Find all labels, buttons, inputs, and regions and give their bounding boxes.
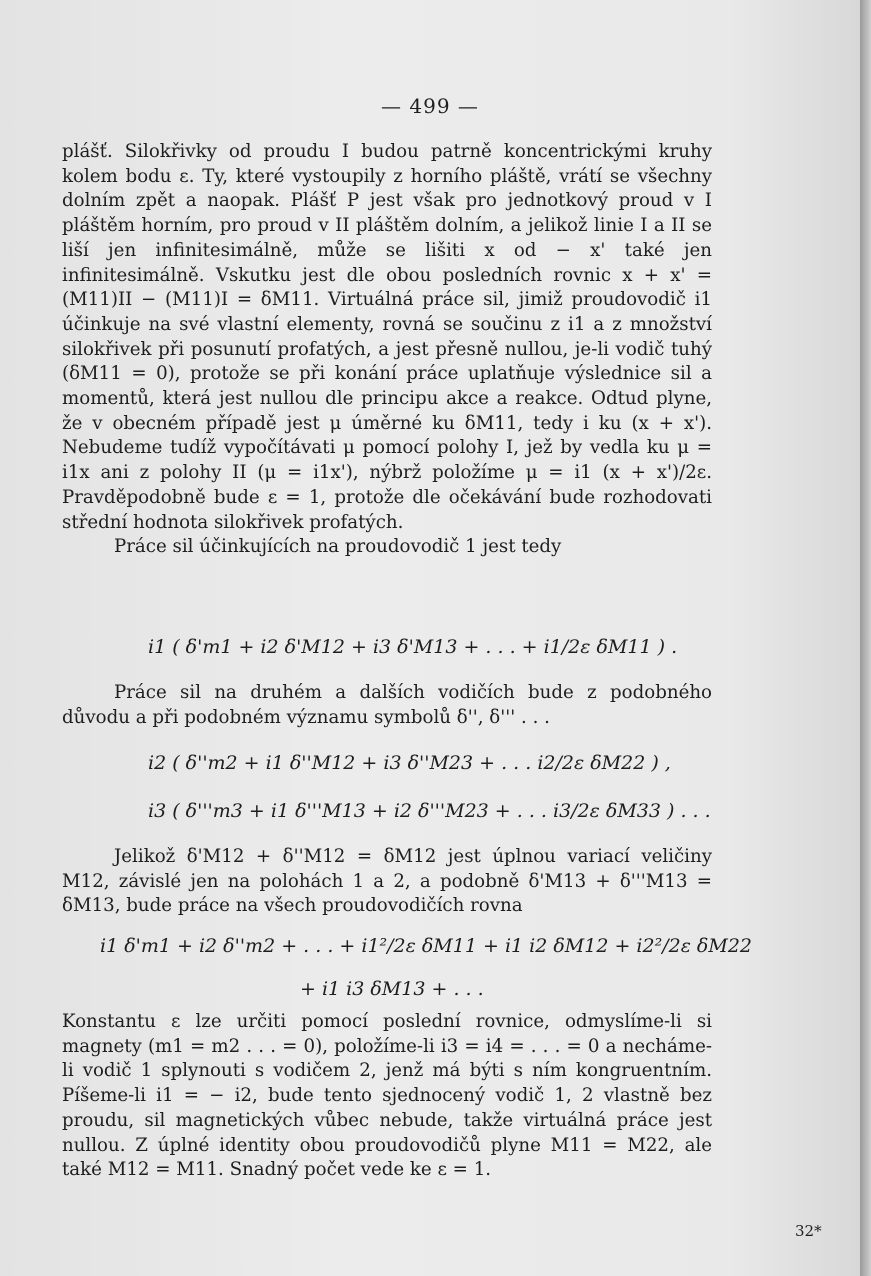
paragraph: Jelikož δ'M12 + δ''M12 = δM12 jest úplnou variací veličiny M12, závislé jen na polohách 1 a 2, a podobně δ'M13 + δ'''M13 = δM13, bude práce na všech proudovodičích rovna: [62, 846, 712, 917]
page-number: — 499 —: [381, 94, 479, 118]
body-text-block-1: [62, 140, 712, 560]
equation-3: i3 ( δ'''m3 + i1 δ'''M13 + i2 δ'''M23 + . . . i3/2ε δM33 ) . . .: [148, 800, 711, 822]
paragraph: Práce sil účinkujících na proudovodič 1 jest tedy: [114, 536, 562, 558]
equation-4b: + i1 i3 δM13 + . . .: [300, 978, 484, 1000]
paragraph: plášť. Silokřivky od proudu I budou patrně koncentrickými kruhy kolem bodu ε. Ty, které vystoupily z horního pláště, vrátí se všechny dolním zpět a naopak. Plášť P jest však pro jednotkový proud v I pláštěm horním, pro proud v II pláštěm dolním, a jelikož linie I a II se liší jen infinitesimálně, může se lišiti x od − x' také jen infinitesimálně. Vskutku jest dle obou posledních rovnic x + x' = (M11)II − (M11)I = δM11. Virtuálná práce sil, jimiž proudovodič i1 účinkuje na své vlastní elementy, rovná se součinu z i1 a z množství silokřivek při posunutí profatých, a jest přesně nullou, je-li vodič tuhý (δM11 = 0), protože se při konání práce uplatňuje výslednice sil a momentů, která jest nullou dle principu akce a reakce. Odtud plyne, že v obecném případě jest μ úměrné ku δM11, tedy i ku (x + x'). Nebudeme tudíž vypočítávati μ pomocí polohy I, jež by vedla ku μ = i1x ani z polohy II (μ = i1x'), nýbrž položíme μ = i1 (x + x')/2ε. Pravděpodobně bude ε = 1, protože dle očekávání bude rozhodovati střední hodnota silokřivek profatých.: [62, 141, 712, 533]
body-text-block-4: [62, 1010, 712, 1183]
equation-1: i1 ( δ'm1 + i2 δ'M12 + i3 δ'M13 + . . . + i1/2ε δM11 ) .: [148, 636, 678, 658]
signature-mark: 32*: [795, 1222, 822, 1240]
body-text-block-3: [62, 845, 712, 919]
paragraph: Práce sil na druhém a dalších vodičích bude z podobného důvodu a při podobném významu symbolů δ'', δ''' . . .: [62, 682, 712, 728]
equation-2: i2 ( δ''m2 + i1 δ''M12 + i3 δ''M23 + . . . i2/2ε δM22 ) ,: [148, 752, 671, 774]
equation-4a: i1 δ'm1 + i2 δ''m2 + . . . + i1²/2ε δM11 + i1 i2 δM12 + i2²/2ε δM22: [100, 935, 752, 957]
page-edge: [860, 0, 871, 1276]
paragraph: Konstantu ε lze určiti pomocí poslední rovnice, odmyslíme-li si magnety (m1 = m2 . . . = 0), položíme-li i3 = i4 = . . . = 0 a necháme-li vodič 1 splynouti s vodičem 2, jenž má býti s ním kongruentním. Píšeme-li i1 = − i2, bude tento sjednocený vodič 1, 2 vlastně bez proudu, sil magnetických vůbec nebude, takže virtuálná práce jest nullou. Z úplné identity obou proudovodičů plyne M11 = M22, ale také M12 = M11. Snadný počet vede ke ε = 1.: [62, 1011, 712, 1181]
body-text-block-2: [62, 681, 712, 730]
